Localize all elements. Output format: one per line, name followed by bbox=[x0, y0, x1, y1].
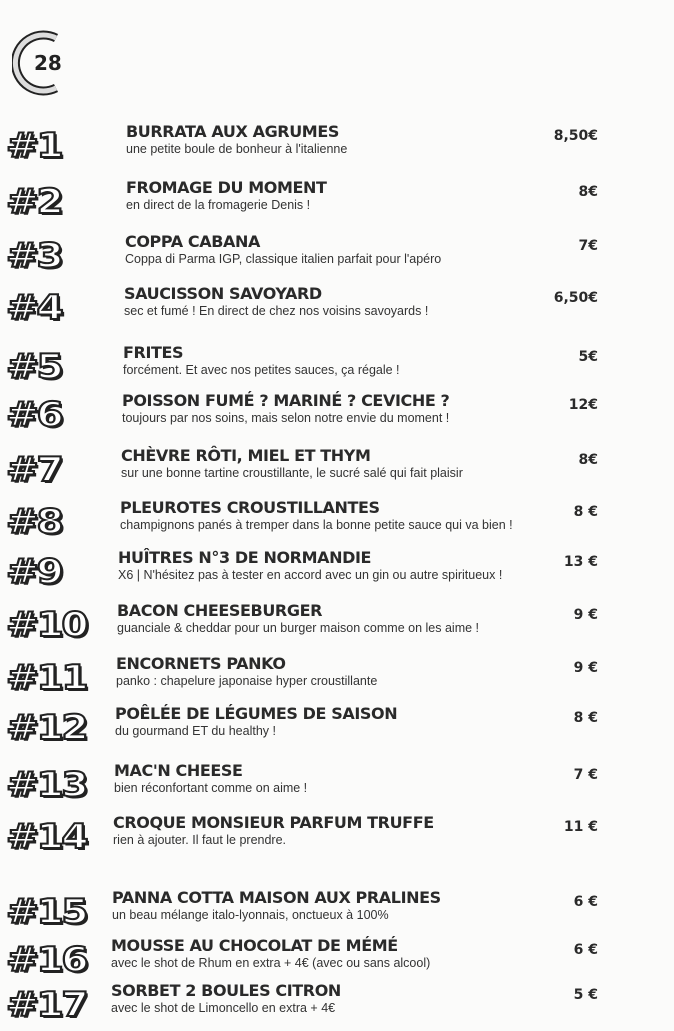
item-title: ENCORNETS PANKO bbox=[116, 654, 286, 673]
menu-item bbox=[0, 498, 674, 548]
item-description: guanciale & cheddar pour un burger maison comme on les aime ! bbox=[117, 621, 480, 635]
menu-item bbox=[0, 122, 674, 172]
item-title: CHÈVRE RÔTI, MIEL ET THYM bbox=[121, 446, 371, 465]
item-description: forcément. Et avec nos petites sauces, ça régale ! bbox=[123, 363, 400, 377]
item-price: 5 € bbox=[573, 987, 598, 1003]
item-number-badge: #1 bbox=[6, 126, 62, 166]
item-price: 6 € bbox=[573, 894, 598, 910]
logo-text: 28 bbox=[34, 51, 62, 75]
item-number-badge: #12 bbox=[6, 708, 87, 748]
menu-item bbox=[0, 548, 674, 598]
item-title: FRITES bbox=[123, 343, 184, 362]
menu-item bbox=[0, 601, 674, 651]
item-price: 12€ bbox=[568, 397, 598, 413]
item-title: BACON CHEESEBURGER bbox=[117, 601, 323, 620]
item-title: SAUCISSON SAVOYARD bbox=[124, 284, 322, 303]
menu-item bbox=[0, 178, 674, 228]
menu-item bbox=[0, 343, 674, 393]
menu-item bbox=[0, 936, 674, 986]
item-number-badge: #5 bbox=[6, 347, 62, 387]
logo-c28-icon bbox=[12, 30, 74, 96]
item-number-badge: #15 bbox=[6, 892, 87, 932]
item-description: panko : chapelure japonaise hyper croustillante bbox=[116, 674, 378, 688]
item-title: CROQUE MONSIEUR PARFUM TRUFFE bbox=[113, 813, 434, 832]
item-title: MAC'N CHEESE bbox=[114, 761, 243, 780]
item-number-badge: #7 bbox=[6, 450, 62, 490]
item-price: 9 € bbox=[573, 660, 598, 676]
menu-item bbox=[0, 391, 674, 441]
item-price: 6,50€ bbox=[553, 290, 598, 306]
item-price: 9 € bbox=[573, 607, 598, 623]
menu-item bbox=[0, 446, 674, 496]
item-price: 8 € bbox=[573, 710, 598, 726]
menu-item bbox=[0, 654, 674, 704]
item-price: 5€ bbox=[578, 349, 598, 365]
item-number-badge: #13 bbox=[6, 765, 87, 805]
item-title: SORBET 2 BOULES CITRON bbox=[111, 981, 341, 1000]
item-title: MOUSSE AU CHOCOLAT DE MÉMÉ bbox=[111, 936, 398, 955]
item-number-badge: #10 bbox=[6, 605, 87, 645]
item-title: PLEUROTES CROUSTILLANTES bbox=[120, 498, 380, 517]
item-number-badge: #4 bbox=[6, 288, 62, 328]
menu-item bbox=[0, 888, 674, 938]
menu-item bbox=[0, 232, 674, 282]
item-title: BURRATA AUX AGRUMES bbox=[126, 122, 339, 141]
item-price: 13 € bbox=[563, 554, 598, 570]
item-description: toujours par nos soins, mais selon notre envie du moment ! bbox=[122, 411, 450, 425]
restaurant-logo bbox=[12, 30, 74, 96]
item-description: sur une bonne tartine croustillante, le sucré salé qui fait plaisir bbox=[121, 466, 463, 480]
item-description: Coppa di Parma IGP, classique italien parfait pour l'apéro bbox=[125, 252, 442, 266]
item-description: avec le shot de Limoncello en extra + 4€ bbox=[111, 1001, 336, 1015]
item-number-badge: #6 bbox=[6, 395, 62, 435]
item-description: champignons panés à tremper dans la bonne petite sauce qui va bien ! bbox=[120, 518, 513, 532]
item-description: un beau mélange italo-lyonnais, onctueux à 100% bbox=[112, 908, 389, 922]
item-price: 8€ bbox=[578, 452, 598, 468]
menu-item bbox=[0, 813, 674, 863]
item-description: X6 | N'hésitez pas à tester en accord avec un gin ou autre spiritueux ! bbox=[118, 568, 503, 582]
menu-item bbox=[0, 284, 674, 334]
item-title: FROMAGE DU MOMENT bbox=[126, 178, 327, 197]
item-number-badge: #16 bbox=[6, 940, 87, 980]
item-price: 6 € bbox=[573, 942, 598, 958]
item-title: POÊLÉE DE LÉGUMES DE SAISON bbox=[115, 704, 398, 723]
item-number-badge: #14 bbox=[6, 817, 87, 857]
item-price: 8 € bbox=[573, 504, 598, 520]
item-description: rien à ajouter. Il faut le prendre. bbox=[113, 833, 287, 847]
item-description: en direct de la fromagerie Denis ! bbox=[126, 198, 311, 212]
item-description: une petite boule de bonheur à l'italienne bbox=[126, 142, 348, 156]
item-description: du gourmand ET du healthy ! bbox=[115, 724, 276, 738]
item-price: 7€ bbox=[578, 238, 598, 254]
item-number-badge: #11 bbox=[6, 658, 87, 698]
item-description: sec et fumé ! En direct de chez nos voisins savoyards ! bbox=[124, 304, 429, 318]
item-title: POISSON FUMÉ ? MARINÉ ? CEVICHE ? bbox=[122, 391, 450, 410]
menu-item bbox=[0, 761, 674, 811]
item-number-badge: #17 bbox=[6, 985, 87, 1025]
item-price: 11 € bbox=[563, 819, 598, 835]
item-title: COPPA CABANA bbox=[125, 232, 260, 251]
menu-item bbox=[0, 704, 674, 754]
item-description: bien réconfortant comme on aime ! bbox=[114, 781, 308, 795]
item-number-badge: #8 bbox=[6, 502, 62, 542]
item-title: HUÎTRES N°3 DE NORMANDIE bbox=[118, 548, 372, 567]
item-number-badge: #3 bbox=[6, 236, 62, 276]
item-price: 8,50€ bbox=[553, 128, 598, 144]
item-description: avec le shot de Rhum en extra + 4€ (avec ou sans alcool) bbox=[111, 956, 431, 970]
item-price: 8€ bbox=[578, 184, 598, 200]
item-number-badge: #2 bbox=[6, 182, 62, 222]
item-title: PANNA COTTA MAISON AUX PRALINES bbox=[112, 888, 441, 907]
item-price: 7 € bbox=[573, 767, 598, 783]
item-number-badge: #9 bbox=[6, 552, 62, 592]
